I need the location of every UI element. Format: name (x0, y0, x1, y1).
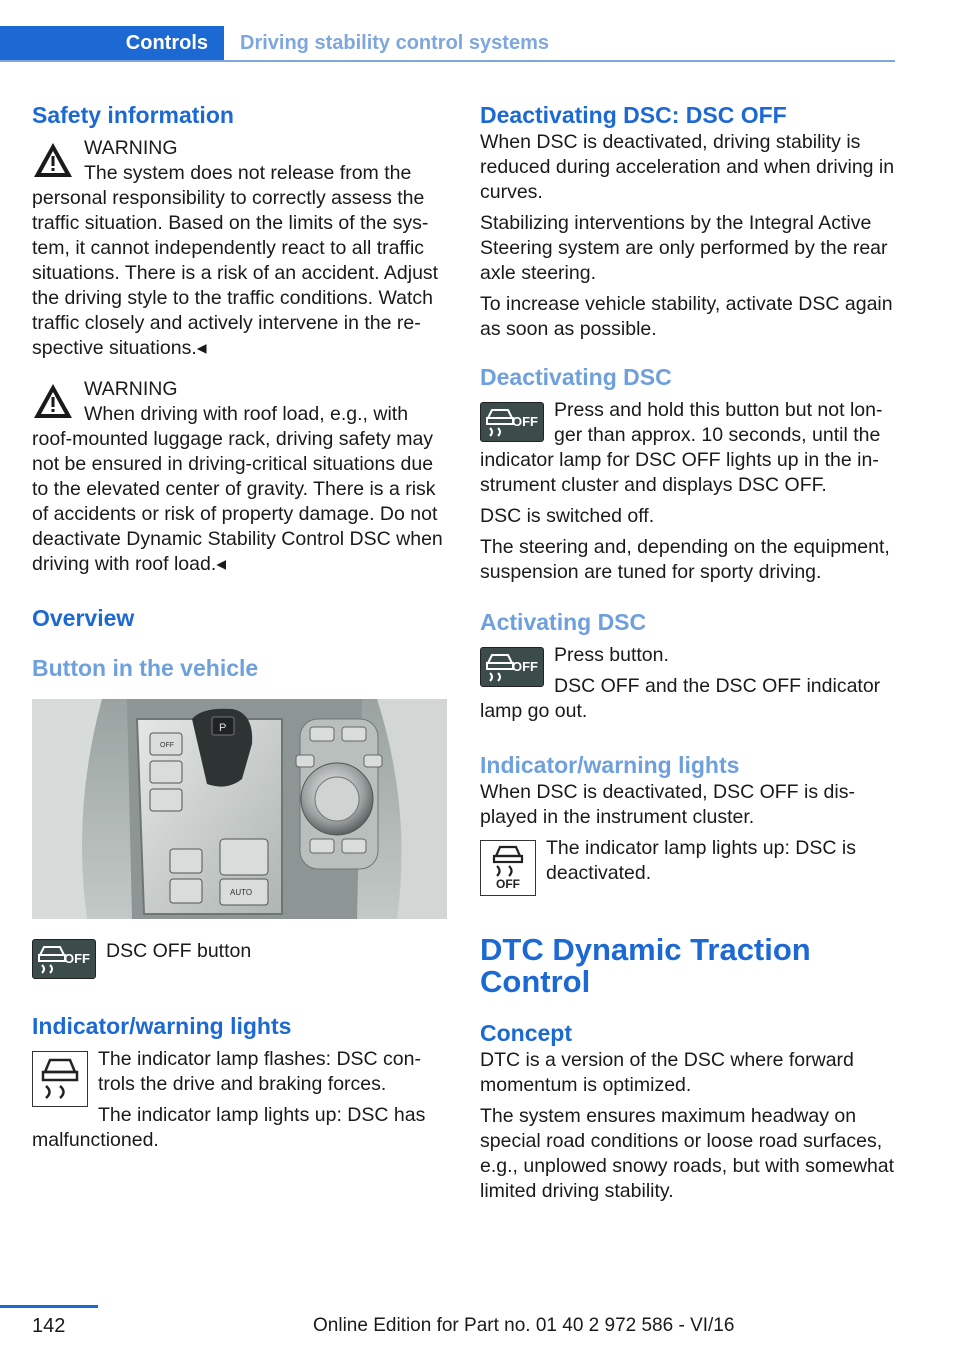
warning-label-1: WARNING (84, 137, 178, 159)
indicator-heading-left: Indicator/warning lights (32, 1013, 292, 1039)
chapter-tab: Controls (0, 26, 224, 60)
center-console-illustration (32, 699, 447, 919)
car-skid-icon (481, 841, 535, 881)
deact-instruction-block (480, 398, 895, 498)
warning-triangle-icon (32, 140, 74, 180)
ind-lamp-block (480, 836, 895, 894)
car-skid-icon (33, 1052, 87, 1106)
concept-paragraph-1: DTC is a version of the DSC where forward momentum is optimized. (480, 1049, 854, 1096)
indicator-text-2: The indicator lamp lights up: DSC has malfunctioned. (32, 1104, 426, 1151)
warning-block-2 (32, 377, 450, 577)
deact-paragraph-3: To increase vehicle stability, activate DSC again as soon as possible. (480, 293, 893, 340)
dsc-off-button-label: OFF (512, 414, 538, 429)
deactivating-dsc-off-heading: Deactivating DSC: DSC OFF (480, 102, 787, 128)
act-paragraph-2: DSC OFF and the DSC OFF indicator lamp go out. (480, 675, 881, 722)
lamp-off-label: OFF (496, 877, 520, 891)
indicator-heading-right: Indicator/warning lights (480, 752, 740, 778)
dsc-off-button-label: OFF (64, 951, 90, 966)
section-title: Driving stability control systems (240, 32, 549, 54)
indicator-block-left (32, 1047, 450, 1153)
dsc-off-button-caption-row (32, 939, 450, 981)
deact-sub-paragraph-2: DSC is switched off. (480, 505, 655, 527)
warning-label-2: WARNING (84, 378, 178, 400)
warning-text-2: When driving with roof load, e.g., with roof-mounted luggage rack, driving safety may not be ensured in driving-critical situations due to the elevated center of gravity. There is a risk of accidents or risk of property damage. Do not deactivate Dynamic Stability Control DSC when driving with roof load.◂ (32, 403, 443, 575)
dsc-off-button-caption: DSC OFF button (106, 940, 252, 962)
auto-label: AUTO (230, 888, 253, 897)
center-console-photo (32, 699, 447, 919)
ind-paragraph-2: The indicator lamp lights up: DSC is deactivated. (546, 837, 856, 884)
act-paragraph-1: Press button. (554, 644, 669, 666)
deactivating-dsc-heading: Deactivating DSC (480, 364, 672, 390)
warning-block-1 (32, 136, 450, 361)
warning-text-1: The system does not release from the personal responsibility to correctly assess the traffic situation. Based on the limits of the system, it cannot independently react to all traffic situations. There is a risk of an accident. Adjust the driving style to the traffic conditions. Watch traffic closely and actively intervene in the respective situations.◂ (32, 162, 439, 359)
dsc-off-button-icon (480, 647, 544, 687)
left-column (32, 100, 450, 1153)
ind-paragraph-1: When DSC is deactivated, DSC OFF is displayed in the instrument cluster. (480, 781, 855, 828)
activating-dsc-heading: Activating DSC (480, 609, 647, 635)
header-divider (0, 60, 895, 62)
dtc-heading: DTC Dynamic Traction Control (480, 932, 811, 999)
dsc-off-button-icon (480, 402, 544, 442)
footer-divider (0, 1305, 98, 1308)
overview-heading: Overview (32, 605, 135, 631)
edition-text: Online Edition for Part no. 01 40 2 972 586 - VI/16 (313, 1315, 735, 1336)
dsc-indicator-lamp-icon (32, 1051, 88, 1107)
concept-paragraph-2: The system ensures maximum headway on special road conditions or loose road surfaces, e.g., unplowed snowy roads, but with somewhat limited driving stability. (480, 1105, 895, 1202)
dsc-off-button-label: OFF (512, 659, 538, 674)
indicator-text-1: The indicator lamp flashes: DSC controls the drive and braking forces. (98, 1048, 421, 1095)
deact-sub-paragraph-1: Press and hold this button but not longer than approx. 10 seconds, until the indicator lamp for DSC OFF lights up in the instrument cluster and displays DSC OFF. (480, 399, 883, 496)
console-off-label: OFF (160, 742, 174, 749)
right-column (480, 100, 895, 1204)
deact-paragraph-1: When DSC is deactivated, driving stability is reduced during acceleration and when driving in curves. (480, 131, 895, 203)
act-instruction-block (480, 643, 895, 724)
deact-sub-paragraph-3: The steering and, depending on the equipment, suspension are tuned for sporty driving. (480, 536, 890, 583)
dsc-off-indicator-lamp-icon (480, 840, 536, 896)
warning-triangle-icon (32, 381, 74, 421)
deact-paragraph-2: Stabilizing interventions by the Integral Active Steering system are only performed by the rear axle steering. (480, 212, 888, 284)
page-number: 142 (32, 1315, 66, 1337)
concept-heading: Concept (480, 1020, 572, 1046)
park-label: P (219, 722, 227, 734)
safety-heading: Safety information (32, 102, 234, 128)
dsc-off-button-icon (32, 939, 96, 979)
page-header (0, 26, 895, 62)
button-in-vehicle-heading: Button in the vehicle (32, 655, 259, 681)
